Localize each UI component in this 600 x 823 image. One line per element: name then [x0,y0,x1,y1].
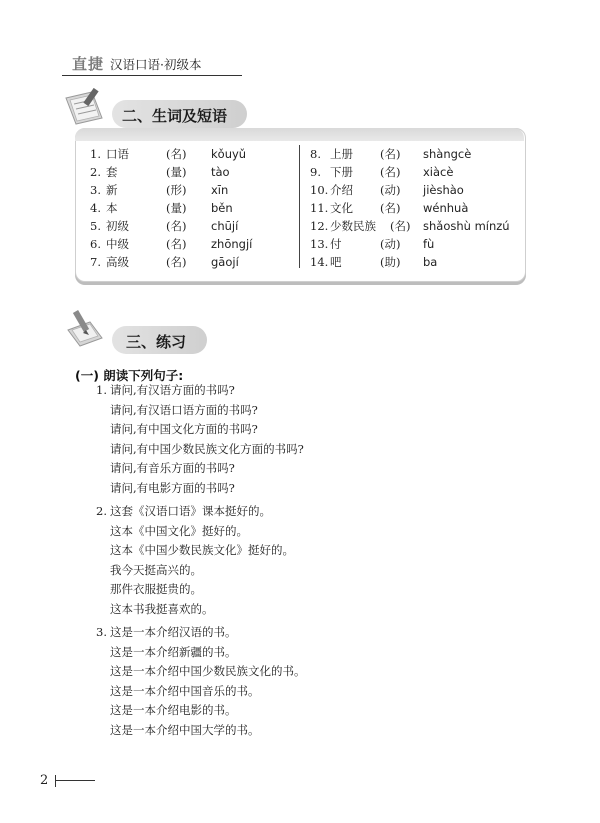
exercise-subheading: (一) 朗读下列句子: [75,368,184,383]
vocab-word: 付 [330,237,342,251]
vocab-pos: (名) [380,201,401,215]
header-rule [62,75,242,76]
vocab-pos: (名) [380,165,401,179]
pencil-book-icon [64,308,106,350]
exercise-group-2 [96,502,294,620]
vocab-word: 吧 [330,255,342,269]
vocab-pinyin: kǒuyǔ [211,147,247,161]
vocab-pos: (量) [166,165,187,179]
vocab-row: 1. 口语 (名) kǒuyǔ [90,147,247,161]
exercise-line: 这是一本介绍新疆的书。 [110,644,237,659]
exercise-line: 这本书我挺喜欢的。 [110,601,214,616]
vocab-pinyin: chūjí [211,219,239,233]
vocab-pos: (形) [166,183,187,197]
vocab-pinyin: wénhuà [423,201,469,215]
vocab-pinyin: xīn [211,183,229,197]
vocab-pos: (名) [166,255,187,269]
exercise-group-3 [96,623,306,741]
vocab-pos: (助) [380,255,401,269]
vocab-word: 下册 [330,165,353,179]
exercise-line: 请问,有中国文化方面的书吗? [110,422,258,437]
vocab-pinyin: jièshào [423,183,464,197]
vocab-pinyin: ba [423,255,438,269]
vocab-row: 10. 介绍 (动) jièshào [310,183,464,197]
exercise-line: 那件衣服挺贵的。 [110,582,202,597]
book-brand: 直捷 [72,55,105,73]
vocab-column-divider [299,145,300,268]
vocab-word: 口语 [106,147,129,161]
vocab-word: 本 [106,201,118,215]
vocab-row: 3. 新 (形) xīn [90,183,229,197]
vocab-pos: (动) [380,183,401,197]
vocab-pos: (名) [166,219,187,233]
vocab-pinyin: shàngcè [423,147,472,161]
vocab-word: 少数民族 [330,219,376,233]
exercise-number: 3. [96,625,107,639]
vocab-pinyin: tào [211,165,230,179]
vocab-word: 套 [106,165,118,179]
exercise-line: 2. 这套《汉语口语》课本挺好的。 [96,502,294,522]
vocab-pinyin: zhōngjí [211,237,253,251]
section3-title: 三、练习 [126,333,187,351]
exercise-line: 请问,有电影方面的书吗? [110,480,235,495]
vocab-pos: (动) [380,237,401,251]
vocab-pinyin: fù [423,237,435,251]
exercise-line: 请问,有中国少数民族文化方面的书吗? [110,441,304,456]
vocab-pos: (量) [166,201,187,215]
exercise-line: 请问,有音乐方面的书吗? [110,461,235,476]
vocab-pos: (名) [380,147,401,161]
vocab-word: 文化 [330,201,353,215]
vocab-row: 4. 本 (量) běn [90,201,233,215]
exercise-group-1 [96,381,304,499]
vocab-row: 2. 套 (量) tào [90,165,230,179]
exercise-line: 请问,有汉语口语方面的书吗? [110,402,258,417]
vocab-pos: (名) [166,237,187,251]
vocab-pinyin: shǎoshù mínzú [423,219,510,233]
book-subtitle: 汉语口语·初级本 [110,57,202,72]
exercise-line: 3. 这是一本介绍汉语的书。 [96,623,306,643]
vocab-row: 14. 吧 (助) ba [310,255,438,269]
vocab-pinyin: gāojí [211,255,239,269]
vocab-word: 初级 [106,219,129,233]
vocab-box-header [75,128,524,141]
footer-tick [55,775,56,787]
vocab-row: 11. 文化 (名) wénhuà [310,201,469,215]
vocab-pos: (名) [166,147,187,161]
exercise-number: 1. [96,383,107,397]
vocab-word: 中级 [106,237,129,251]
vocab-pinyin: běn [211,201,233,215]
exercise-line: 1. 请问,有汉语方面的书吗? [96,381,304,401]
vocab-word: 新 [106,183,118,197]
vocab-word: 上册 [330,147,353,161]
footer-rule [55,780,95,781]
exercise-line: 这是一本介绍中国音乐的书。 [110,683,260,698]
exercise-line: 这是一本介绍中国少数民族文化的书。 [110,664,306,679]
vocab-row: 6. 中级 (名) zhōngjí [90,237,253,251]
exercise-line: 这本《中国文化》挺好的。 [110,523,248,538]
vocab-right-column [310,145,510,271]
vocab-row: 5. 初级 (名) chūjí [90,219,239,233]
notebook-icon [62,88,106,128]
vocab-left-column [90,145,252,271]
vocab-row: 8. 上册 (名) shàngcè [310,147,472,161]
exercise-line: 我今天挺高兴的。 [110,562,202,577]
page-number: 2 [40,773,49,788]
vocab-pos: (名) [390,219,411,233]
exercise-number: 2. [96,504,107,518]
exercise-line: 这是一本介绍电影的书。 [110,703,237,718]
vocab-row: 12. 少数民族 (名) shǎoshù mínzú [310,219,510,233]
vocab-pinyin: xiàcè [423,165,454,179]
vocab-row: 7. 高级 (名) gāojí [90,255,239,269]
exercise-line: 这是一本介绍中国大学的书。 [110,722,260,737]
vocab-word: 介绍 [330,183,353,197]
section2-title: 二、生词及短语 [122,107,228,125]
vocab-row: 9. 下册 (名) xiàcè [310,165,454,179]
exercise-line: 这本《中国少数民族文化》挺好的。 [110,543,294,558]
vocab-word: 高级 [106,255,129,269]
vocab-row: 13. 付 (动) fù [310,237,435,251]
